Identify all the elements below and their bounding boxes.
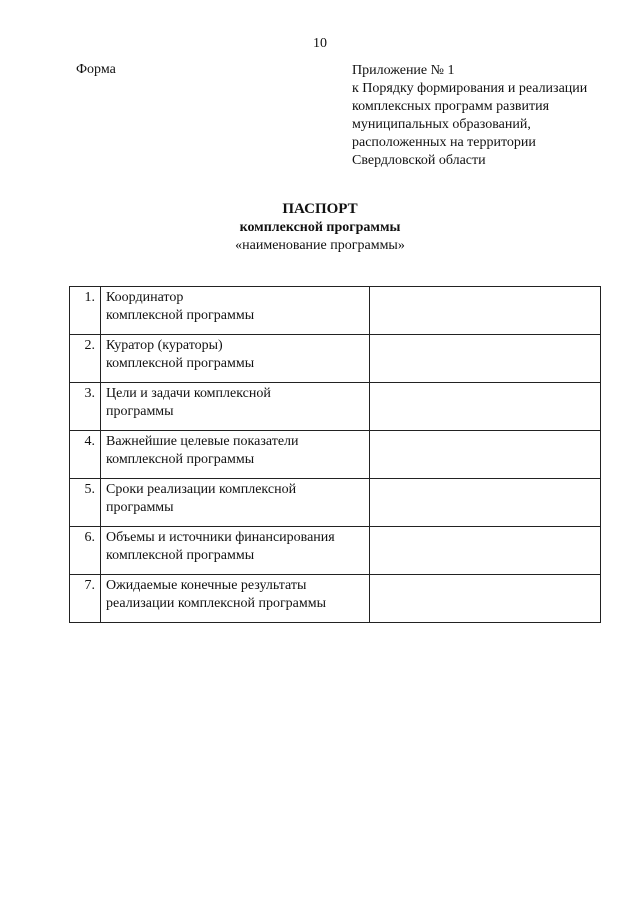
row-label bbox=[101, 287, 370, 335]
row-number: 1. bbox=[70, 287, 101, 335]
document-title bbox=[0, 200, 640, 255]
row-value-field[interactable] bbox=[370, 335, 601, 383]
row-number: 7. bbox=[70, 575, 101, 623]
row-label-line: Цели и задачи комплексной bbox=[106, 386, 271, 401]
appendix-line: комплексных программ развития bbox=[352, 99, 550, 114]
title-subtitle: комплексной программы bbox=[239, 220, 401, 235]
appendix-line: расположенных на территории bbox=[352, 135, 536, 150]
row-number: 4. bbox=[70, 431, 101, 479]
row-label-line: комплексной программы bbox=[106, 356, 255, 371]
row-value-field[interactable] bbox=[370, 383, 601, 431]
row-number: 2. bbox=[70, 335, 101, 383]
program-name-placeholder: «наименование программы» bbox=[235, 238, 405, 253]
page-number: 10 bbox=[313, 36, 327, 51]
row-label-line: Куратор (кураторы) bbox=[106, 338, 223, 353]
row-label bbox=[101, 431, 370, 479]
row-label-line: программы bbox=[106, 404, 174, 419]
row-value-field[interactable] bbox=[370, 287, 601, 335]
row-label bbox=[101, 527, 370, 575]
row-label-line: Ожидаемые конечные результаты bbox=[106, 578, 307, 593]
table-row bbox=[70, 527, 601, 575]
table-row bbox=[70, 335, 601, 383]
table-row bbox=[70, 287, 601, 335]
row-label bbox=[101, 575, 370, 623]
passport-table bbox=[69, 286, 601, 623]
row-label-line: Координатор bbox=[106, 290, 184, 305]
title-main: ПАСПОРТ bbox=[282, 201, 358, 217]
row-label-line: Важнейшие целевые показатели bbox=[106, 434, 299, 449]
row-label bbox=[101, 335, 370, 383]
appendix-note bbox=[352, 62, 622, 170]
row-label-line: комплексной программы bbox=[106, 548, 255, 563]
row-label-line: комплексной программы bbox=[106, 452, 255, 467]
appendix-line: к Порядку формирования и реализации bbox=[352, 81, 588, 96]
row-value-field[interactable] bbox=[370, 431, 601, 479]
row-label-line: Объемы и источники финансирования bbox=[106, 530, 335, 545]
table-row bbox=[70, 479, 601, 527]
row-value-field[interactable] bbox=[370, 479, 601, 527]
row-value-field[interactable] bbox=[370, 575, 601, 623]
appendix-line: муниципальных образований, bbox=[352, 117, 531, 132]
row-label bbox=[101, 383, 370, 431]
row-number: 3. bbox=[70, 383, 101, 431]
row-value-field[interactable] bbox=[370, 527, 601, 575]
table-row bbox=[70, 383, 601, 431]
row-number: 5. bbox=[70, 479, 101, 527]
appendix-line: Свердловской области bbox=[352, 153, 486, 168]
row-label bbox=[101, 479, 370, 527]
row-label-line: Сроки реализации комплексной bbox=[106, 482, 297, 497]
row-number: 6. bbox=[70, 527, 101, 575]
form-label: Форма bbox=[76, 62, 116, 77]
row-label-line: программы bbox=[106, 500, 174, 515]
table-row bbox=[70, 431, 601, 479]
appendix-line: Приложение № 1 bbox=[352, 63, 455, 78]
table-row bbox=[70, 575, 601, 623]
row-label-line: комплексной программы bbox=[106, 308, 255, 323]
row-label-line: реализации комплексной программы bbox=[106, 596, 327, 611]
